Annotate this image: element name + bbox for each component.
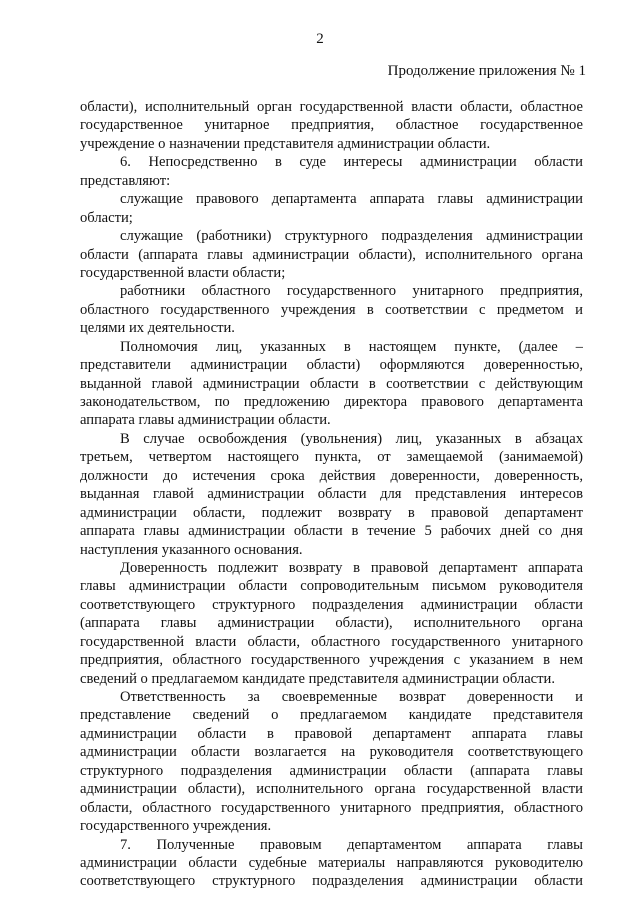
text-line: аппарата главы администрации области в течение 5 рабочих дней со дня [80,523,583,540]
text-line: выданная главой администрации области для представления интересов [80,486,583,503]
text-line: области, областного государственного унитарного предприятия, областного [80,799,583,816]
text-line: администрации области в правовой департамент аппарата главы [80,725,583,742]
text-line: учреждение о назначении представителя администрации области. [80,135,491,152]
text-line: области; [80,209,133,226]
text-line: законодательством, по предложению директора правового департамента [80,394,583,410]
text-line: 7. Полученные правовым департаментом аппарата главы [120,836,583,853]
text-line: администрации области судебные материалы направляются руководителю [80,854,583,871]
text-line: областного государственного учреждения в соответствии с предметом и [80,301,583,318]
text-line: соответствующего структурного подразделения администрации области [80,873,583,890]
text-line: Доверенность подлежит возврату в правовой департамент аппарата [120,559,583,576]
document-body [80,98,583,891]
text-line: структурного подразделения администрации области (аппарата главы [80,762,583,779]
text-line: Полномочия лиц, указанных в настоящем пункте, (далее – [120,338,583,355]
text-line: (аппарата главы администрации области), исполнительного органа [80,615,583,632]
text-line: наступления указанного основания. [80,541,303,558]
text-line: государственное унитарное предприятия, областное государственное [80,117,583,134]
text-line: администрации области, подлежит возврату в правовой департамент [80,504,583,521]
text-line: государственной власти области, областного государственного унитарного [80,633,583,650]
text-line: 6. Непосредственно в суде интересы администрации области [120,154,583,171]
text-line: выданной главой администрации области в соответствии с действующим [80,375,583,392]
appendix-continuation-note: Продолжение приложения № 1 [387,63,586,79]
text-line: предприятия, областного государственного учреждения с указанием в нем [80,652,583,669]
text-line: области), исполнительный орган государственной власти области, областное [80,99,583,115]
text-line: представление сведений о предлагаемом кандидате представителя [80,707,583,724]
text-line: области (аппарата главы администрации области), исполнительного органа [80,246,583,263]
text-line: Ответственность за своевременные возврат доверенности и [120,689,583,705]
text-line: администрации области возлагается на руководителя соответствующего [80,744,583,761]
text-line: целями их деятельности. [80,320,235,337]
text-line: аппарата главы администрации области. [80,412,331,429]
text-line: государственного учреждения. [80,818,272,835]
text-line: служащие правового департамента аппарата главы администрации [120,191,583,208]
text-line: В случае освобождения (увольнения) лиц, указанных в абзацах [120,430,583,447]
text-line: третьем, четвертом настоящего пункта, от замещаемой (занимаемой) [80,449,583,466]
text-line: представляют: [80,172,171,189]
text-line: сведений о предлагаемом кандидате представителя администрации области. [80,670,555,687]
text-line: работники областного государственного унитарного предприятия, [120,283,583,300]
text-line: соответствующего структурного подразделения администрации области [80,596,583,613]
page-number: 2 [316,31,324,47]
text-line: служащие (работники) структурного подразделения администрации [120,228,583,245]
text-line: должности до истечения срока действия доверенности, доверенность, [80,467,583,484]
text-line: государственной власти области; [80,264,286,281]
text-line: представители администрации области) оформляются доверенностью, [80,357,583,374]
text-line: администрации области), исполнительного органа государственной власти [80,781,583,798]
text-line: главы администрации области сопроводительным письмом руководителя [80,578,583,595]
